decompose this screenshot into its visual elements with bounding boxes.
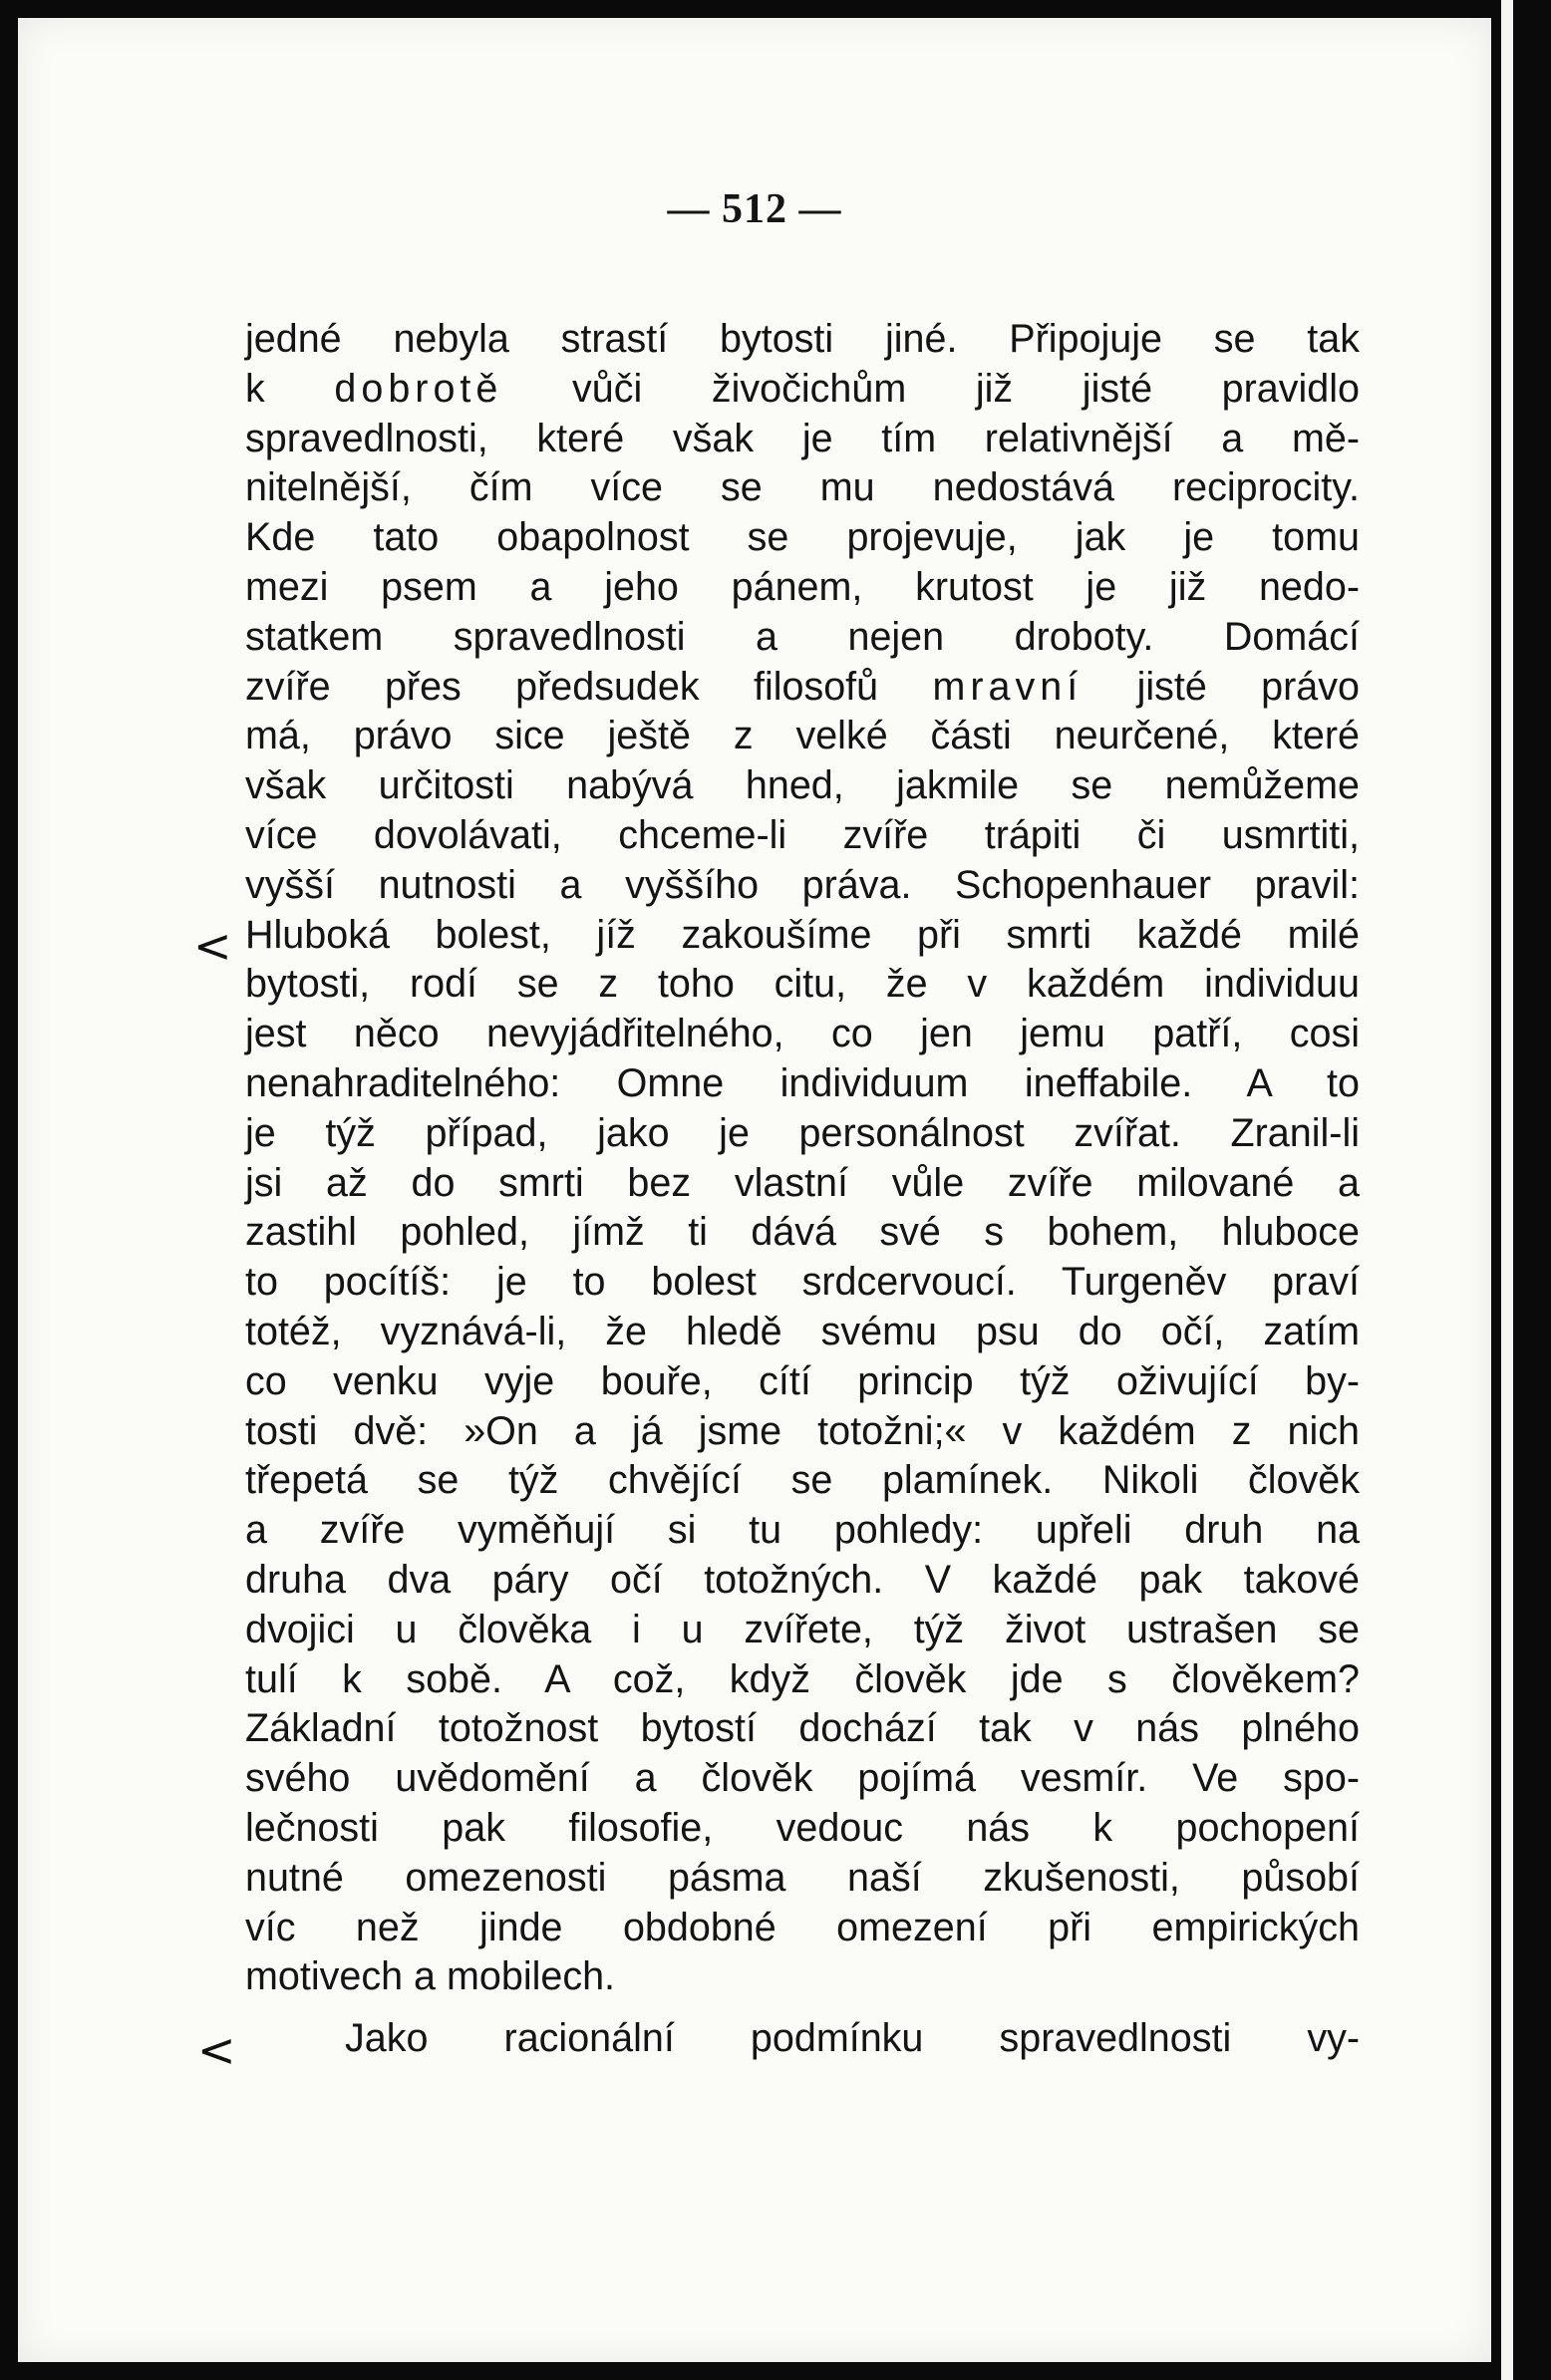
text-line: víc než jinde obdobné omezení při empirických	[245, 1905, 1360, 1949]
text-fragment: zvíře přes předsudek filosofů	[245, 664, 879, 709]
text-line: dvojici u člověka i u zvířete, týž život ustrašen se	[245, 1607, 1360, 1651]
text-line: tulí k sobě. A což, když člověk jde s člověkem?	[245, 1656, 1360, 1701]
text-line: však určitosti nabývá hned, jakmile se nemůžeme	[245, 763, 1360, 808]
text-line: a zvíře vyměňují si tu pohledy: upřeli druh na	[245, 1508, 1360, 1553]
text-line: zastihl pohled, jímž ti dává své s bohem, hluboce	[245, 1210, 1360, 1255]
text-line: Hluboká bolest, jíž zakoušíme při smrti každé milé	[245, 912, 1360, 957]
book-page	[18, 18, 1491, 2362]
text-line-indented: Jako racionální podmínku spravedlnosti vy-	[345, 2016, 1360, 2061]
text-line: co venku vyje bouře, cítí princip týž oživující by-	[245, 1358, 1360, 1403]
text-line: jest něco nevyjádřitelného, co jen jemu patří, cosi	[245, 1012, 1360, 1056]
text-line: tosti dvě: »On a já jsme totožni;« v každém z nich	[245, 1408, 1360, 1453]
page-number: — 512 —	[667, 186, 842, 232]
text-line	[245, 663, 1360, 713]
text-line: svého uvědomění a člověk pojímá vesmír. Ve spo-	[245, 1756, 1360, 1801]
text-line: vyšší nutnosti a vyššího práva. Schopenhauer pravil:	[245, 862, 1360, 907]
text-line: více dovolávati, chceme-li zvíře trápiti či usmrtiti,	[245, 812, 1360, 857]
text-line: totéž, vyznává-li, že hledě svému psu do očí, zatím	[245, 1309, 1360, 1353]
text-line: třepetá se týž chvějící se plamínek. Nikoli člověk	[245, 1458, 1360, 1503]
text-line: je týž případ, jako je personálnost zvířat. Zranil-li	[245, 1110, 1360, 1155]
text-line: Základní totožnost bytostí dochází tak v nás plného	[245, 1706, 1360, 1751]
text-line: má, právo sice ještě z velké části neurčené, které	[245, 714, 1360, 758]
text-line: nitelnější, čím více se mu nedostává reciprocity.	[245, 465, 1360, 510]
text-line	[245, 365, 1360, 415]
text-line: jsi až do smrti bez vlastní vůle zvíře milované a	[245, 1160, 1360, 1205]
body-text	[245, 315, 1360, 2064]
emphasized-word: dobrotě	[334, 366, 503, 411]
emphasized-word: mravní	[932, 664, 1084, 709]
text-line: mezi psem a jeho pánem, krutost je již nedo-	[245, 564, 1360, 609]
margin-mark-quote-start: <	[193, 919, 232, 973]
text-line: motivech a mobilech.	[245, 1954, 616, 1999]
text-line: statkem spravedlnosti a nejen droboty. Domácí	[245, 614, 1360, 659]
text-fragment: k	[245, 366, 265, 411]
text-line: Kde tato obapolnost se projevuje, jak je tomu	[245, 515, 1360, 560]
text-line: bytosti, rodí se z toho citu, že v každém individuu	[245, 962, 1360, 1007]
text-line: jedné nebyla strastí bytosti jiné. Připojuje se tak	[245, 317, 1360, 361]
text-line: to pocítíš: je to bolest srdcervoucí. Turgeněv praví	[245, 1260, 1360, 1305]
text-line: spravedlnosti, které však je tím relativnější a mě-	[245, 416, 1360, 460]
text-line: druha dva páry očí totožných. V každé pak takové	[245, 1557, 1360, 1602]
text-fragment: jisté právo	[1136, 664, 1360, 709]
text-fragment: vůči živočichům již jisté pravidlo	[572, 366, 1360, 411]
text-line: nenahraditelného: Omne individuum ineffabile. A to	[245, 1060, 1360, 1105]
text-line: nutné omezenosti pásma naší zkušenosti, působí	[245, 1855, 1360, 1900]
page-edge	[1501, 0, 1513, 2380]
margin-mark-paragraph: <	[197, 2023, 236, 2077]
text-line: lečnosti pak filosofie, vedouc nás k pochopení	[245, 1805, 1360, 1850]
